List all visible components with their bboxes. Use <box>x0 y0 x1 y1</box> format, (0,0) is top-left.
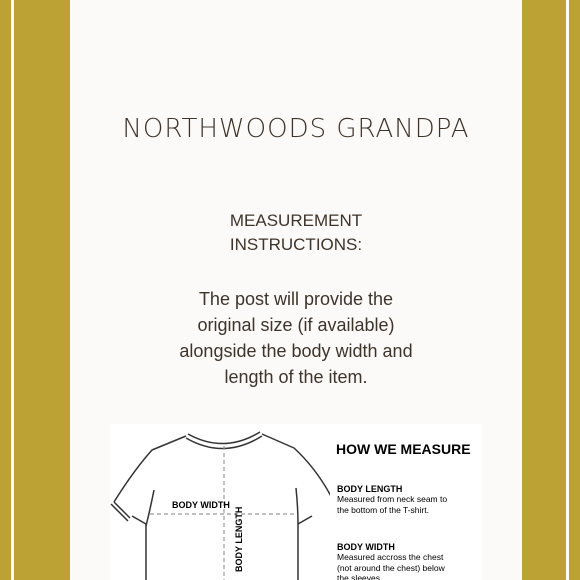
instructions-body <box>70 286 522 390</box>
content-panel <box>70 0 522 580</box>
measurement-title: BODY LENGTH <box>337 484 403 494</box>
body-line: length of the item. <box>224 367 368 387</box>
body-width-label: BODY WIDTH <box>172 500 230 510</box>
measurement-description <box>337 494 447 515</box>
description-line: the sleeves <box>337 573 380 580</box>
description-line: the bottom of the T-shirt. <box>337 504 429 515</box>
description-line: Measured accross the chest <box>337 552 444 562</box>
measurement-title: BODY WIDTH <box>337 542 395 552</box>
how-we-measure-title: HOW WE MEASURE <box>336 441 471 457</box>
heading-line: INSTRUCTIONS: <box>229 235 363 254</box>
right-border-stripe <box>566 0 569 580</box>
brand-title: NORTHWOODS GRANDPA <box>122 114 470 144</box>
description-line: (not around the chest) below <box>337 562 445 573</box>
measurement-description <box>337 552 445 580</box>
heading-line: MEASUREMENT <box>229 211 363 230</box>
instructions-heading <box>70 209 522 257</box>
measure-diagram <box>110 424 482 580</box>
description-line: Measured from neck seam to <box>337 494 448 504</box>
body-length-label: BODY LENGTH <box>234 506 244 572</box>
left-border-stripe <box>11 0 14 580</box>
body-line: The post will provide the <box>198 289 394 309</box>
body-line: alongside the body width and <box>179 341 413 361</box>
body-line: original size (if available) <box>197 315 395 335</box>
